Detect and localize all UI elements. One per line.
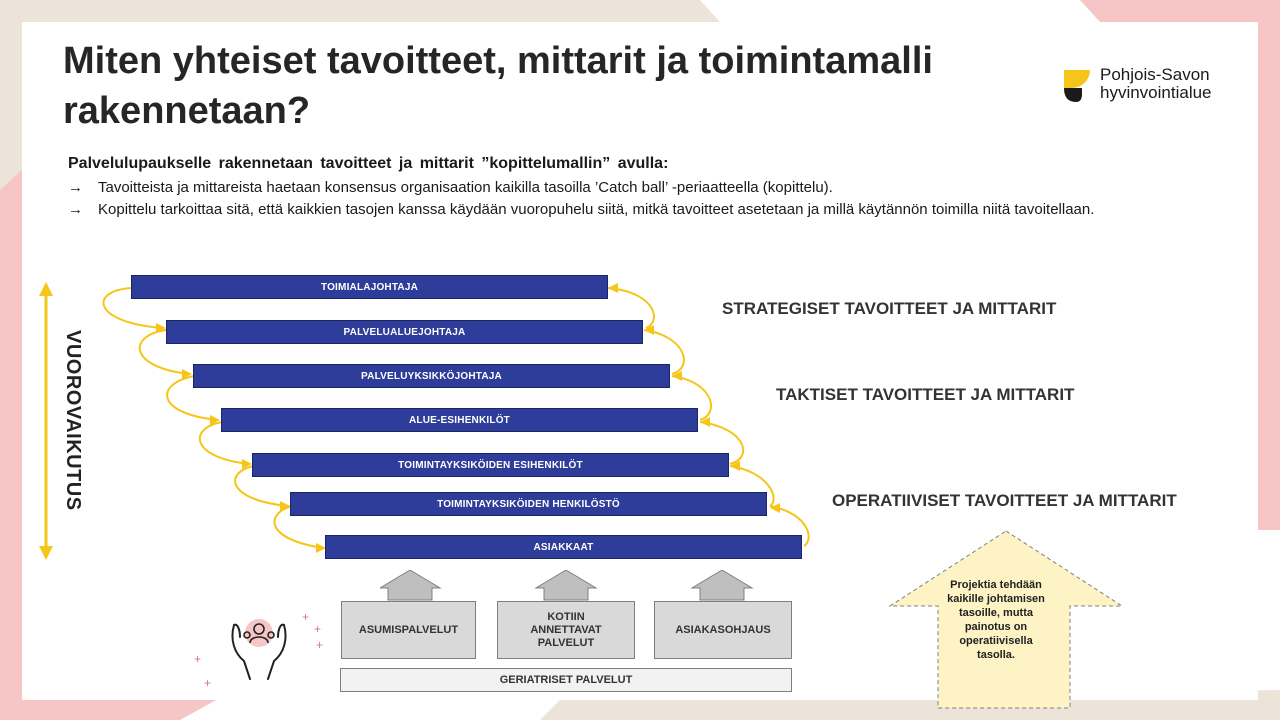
logo-line1: Pohjois-Savon — [1100, 65, 1210, 84]
service-box-asumispalvelut: ASUMISPALVELUT — [341, 601, 476, 659]
level-bar-palveluyksikkojohtaja: PALVELUYKSIKKÖJOHTAJA — [193, 364, 670, 388]
logo-line2: hyvinvointialue — [1100, 83, 1212, 102]
level-bar-toimintayksikoiden-henkilosto: TOIMINTAYKSIKÖIDEN HENKILÖSTÖ — [290, 492, 767, 516]
arrow-right-icon: → — [68, 179, 83, 196]
vertical-label: VUOROVAIKUTUS — [62, 330, 84, 511]
care-hands-icon — [190, 605, 330, 695]
svg-text:+: + — [194, 652, 202, 666]
level-bar-toimintayksikoiden-esihenkilot: TOIMINTAYKSIKÖIDEN ESIHENKILÖT — [252, 453, 729, 477]
service-box-asiakasohjaus: ASIAKASOHJAUS — [654, 601, 792, 659]
intro — [68, 155, 1188, 221]
svg-text:+: + — [314, 622, 322, 636]
bullet-text: Kopittelu tarkoittaa sitä, että kaikkien tasojen kanssa käydään vuoropuhelu siitä, mitkä tavoitteet asetetaan ja millä käytännön toimilla niitä tavoitellaan. — [98, 201, 1095, 218]
service-box-kotiin-annettavat-palvelut: KOTIIN ANNETTAVAT PALVELUT — [497, 601, 635, 659]
intro-bullet — [68, 199, 1188, 221]
arrow-right-icon: → — [68, 201, 83, 218]
logo-text — [1100, 66, 1212, 102]
up-arrow-icons — [380, 570, 840, 602]
level-bar-alue-esihenkilot: ALUE-ESIHENKILÖT — [221, 408, 698, 432]
svg-text:+: + — [316, 638, 324, 652]
tier-label-operational: OPERATIIVISET TAVOITTEET JA MITTARIT — [832, 491, 1177, 510]
level-bar-toimialajohtaja: TOIMIALAJOHTAJA — [131, 275, 608, 299]
vertical-double-arrow-icon — [36, 282, 56, 562]
tier-label-strategic: STRATEGISET TAVOITTEET JA MITTARIT — [722, 299, 1057, 318]
intro-bullet — [68, 177, 1188, 199]
level-bar-palvelualuejohtaja: PALVELUALUEJOHTAJA — [166, 320, 643, 344]
svg-text:+: + — [204, 676, 212, 690]
logo-icon — [1062, 68, 1096, 104]
base-box-geriatriset-palvelut: GERIATRISET PALVELUT — [340, 668, 792, 692]
note-text: Projektia tehdään kaikille johtamisen tasoille, mutta painotus on operatiivisella tasolla. — [947, 579, 1045, 661]
svg-text:+: + — [302, 610, 310, 624]
bullet-text: Tavoitteista ja mittareista haetaan konsensus organisaation kaikilla tasoilla ’Catch ball’ -periaatteella (kopittelu). — [98, 179, 833, 196]
tier-label-tactical: TAKTISET TAVOITTEET JA MITTARIT — [776, 385, 1075, 404]
page-title: Miten yhteiset tavoitteet, mittarit ja toimintamalli rakennetaan? — [63, 40, 933, 132]
intro-lead: Palvelulupaukselle rakennetaan tavoitteet ja mittarit ”kopittelumallin” avulla: — [68, 155, 669, 172]
logo — [1062, 66, 1252, 106]
level-bar-asiakkaat: ASIAKKAAT — [325, 535, 802, 559]
